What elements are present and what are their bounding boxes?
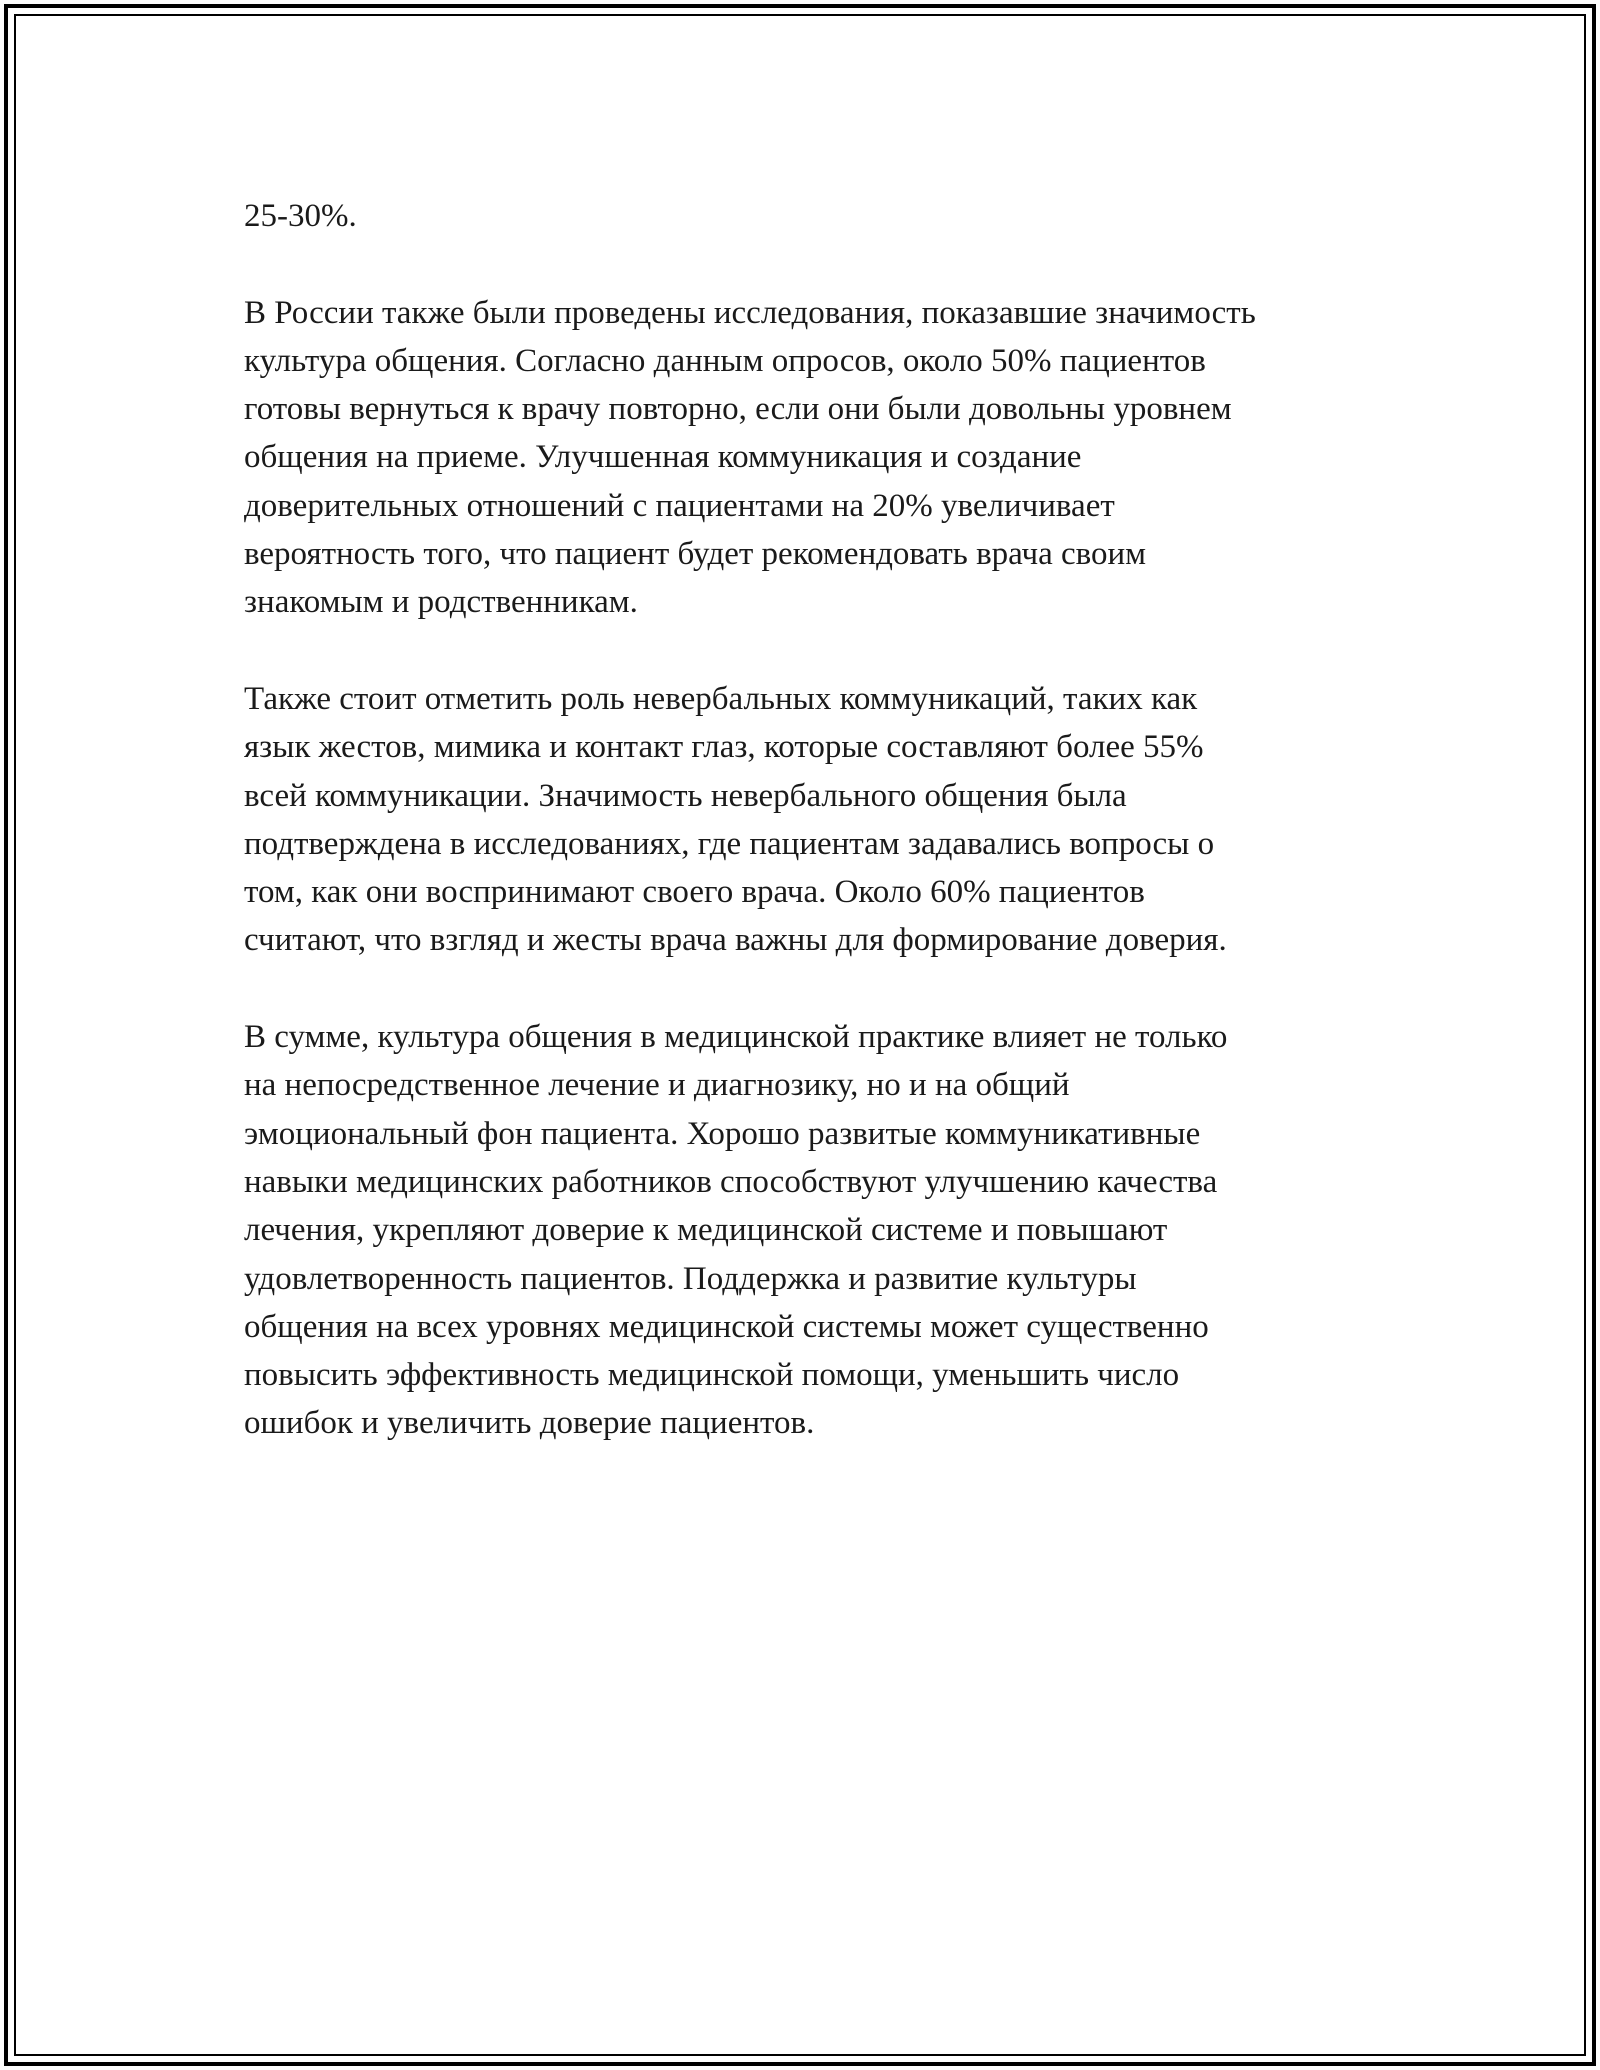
text-line: В сумме, культура общения в медицинской практике влияет не только xyxy=(244,1019,1228,1056)
text-line: всей коммуникации. Значимость невербального общения была xyxy=(244,777,1127,814)
text-line: язык жестов, мимика и контакт глаз, которые составляют более 55% xyxy=(244,729,1204,766)
text-line: на непосредственное лечение и диагнозику, но и на общий xyxy=(244,1067,1070,1104)
text-line: удовлетворенность пациентов. Поддержка и развитие культуры xyxy=(244,1260,1137,1297)
paragraph-2 xyxy=(244,289,1384,627)
text-line: готовы вернуться к врачу повторно, если они были довольны уровнем xyxy=(244,391,1232,428)
paragraph-1 xyxy=(244,192,1384,240)
text-line: навыки медицинских работников способствуют улучшению качества xyxy=(244,1163,1218,1200)
text-line: Также стоит отметить роль невербальных коммуникаций, таких как xyxy=(244,680,1198,717)
text-line: доверительных отношений с пациентами на 20% увеличивает xyxy=(244,487,1115,524)
document-body xyxy=(244,192,1384,1496)
text-line: повысить эффективность медицинской помощи, уменьшить число xyxy=(244,1357,1180,1394)
text-line: том, как они воспринимают своего врача. Около 60% пациентов xyxy=(244,874,1145,911)
paragraph-4 xyxy=(244,1013,1384,1448)
text-line: культура общения. Согласно данным опросов, около 50% пациентов xyxy=(244,342,1206,379)
text-line: ошибок и увеличить доверие пациентов. xyxy=(244,1405,815,1442)
text-line: считают, что взгляд и жесты врача важны для формирование доверия. xyxy=(244,922,1227,959)
text-line: знакомым и родственникам. xyxy=(244,584,638,621)
paragraph-3 xyxy=(244,675,1384,965)
document-page xyxy=(4,4,1596,2066)
text-line: 25-30%. xyxy=(244,198,357,234)
text-line: общения на приеме. Улучшенная коммуникация и создание xyxy=(244,439,1082,476)
text-line: общения на всех уровнях медицинской системы может существенно xyxy=(244,1308,1209,1345)
text-line: эмоциональный фон пациента. Хорошо развитые коммуникативные xyxy=(244,1115,1201,1152)
text-line: лечения, укрепляют доверие к медицинской системе и повышают xyxy=(244,1212,1168,1249)
text-line: подтверждена в исследованиях, где пациентам задавались вопросы о xyxy=(244,825,1215,862)
text-line: В России также были проведены исследования, показавшие значимость xyxy=(244,294,1256,331)
text-line: вероятность того, что пациент будет рекомендовать врача своим xyxy=(244,536,1147,573)
